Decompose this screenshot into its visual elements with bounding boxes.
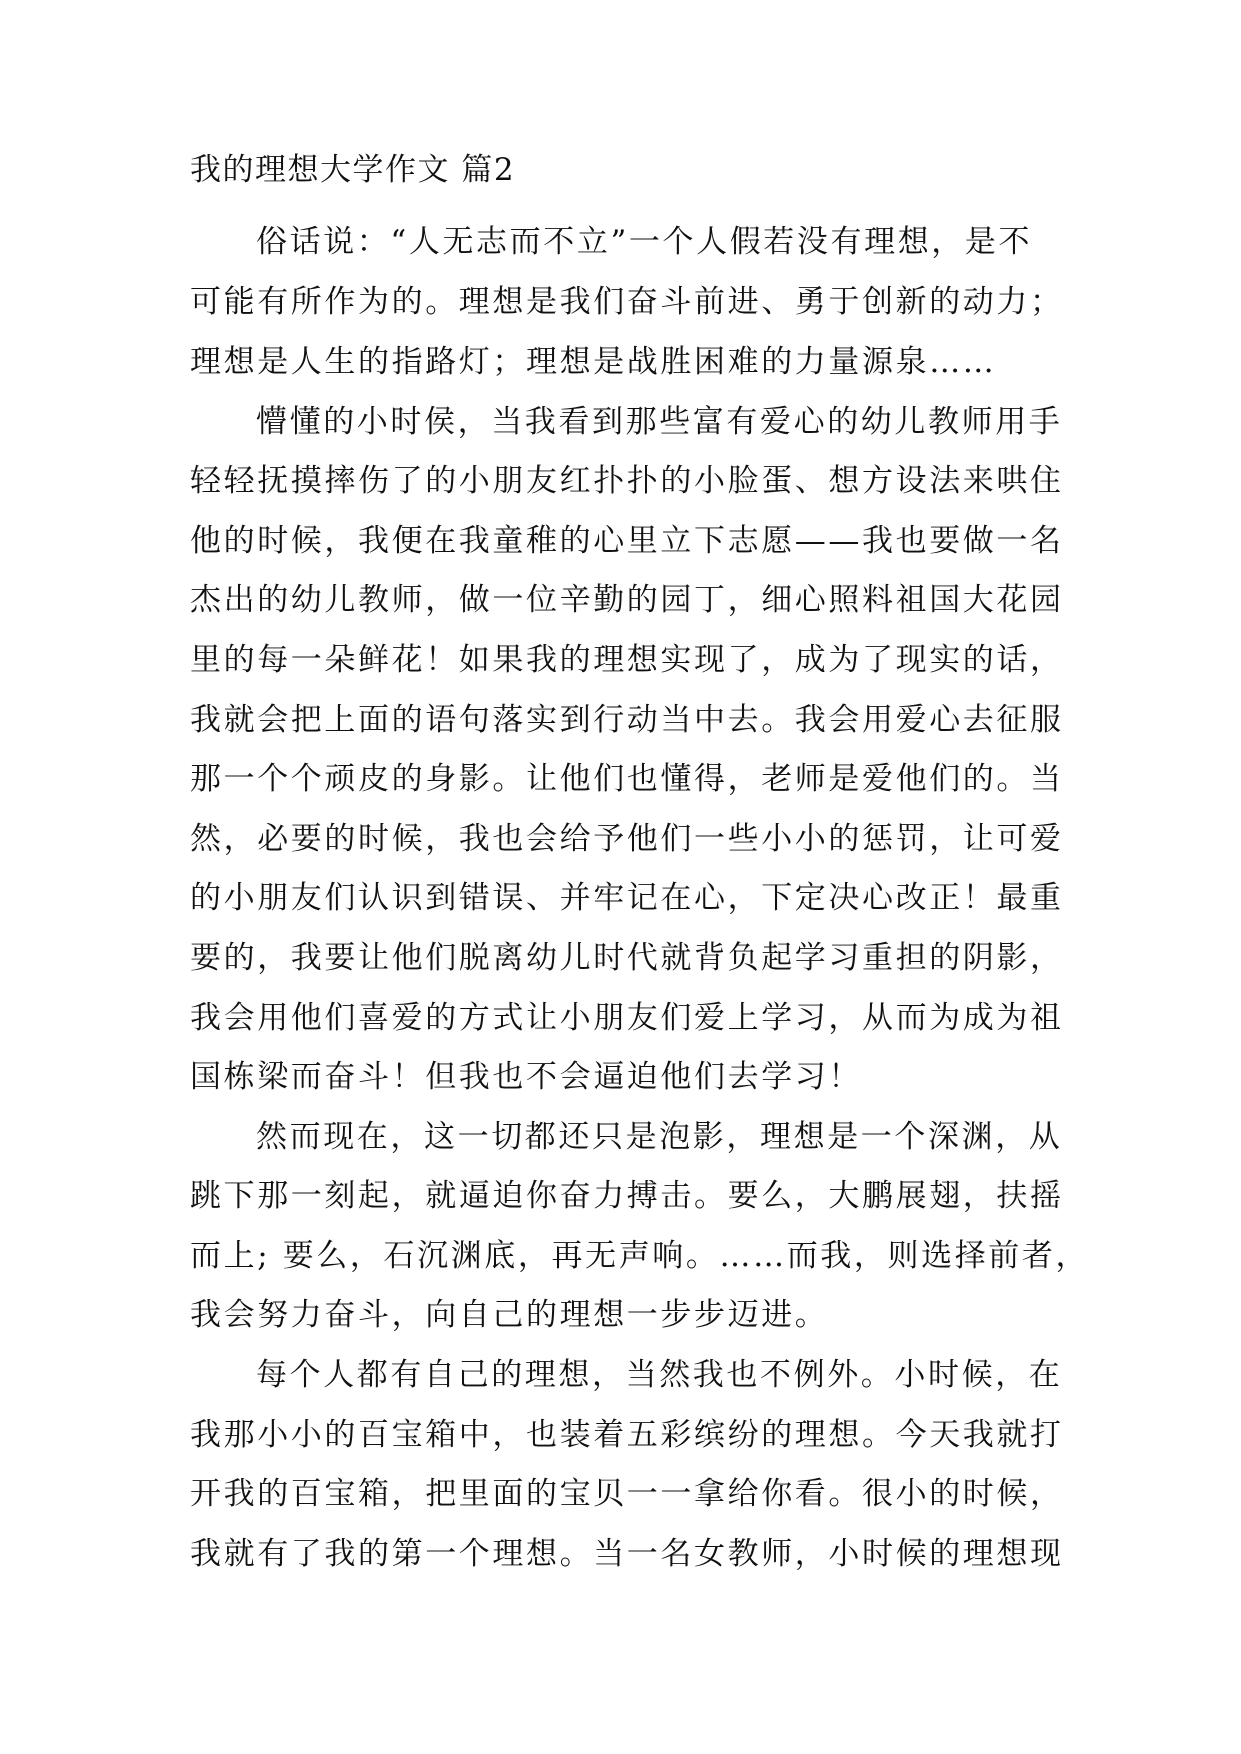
paragraph-line: 那一个个顽皮的身影。让他们也懂得，老师是爱他们的。当 — [190, 761, 1064, 797]
document-title: 我的理想大学作文 篇2 — [190, 152, 516, 188]
paragraph-line: 然而现在，这一切都还只是泡影，理想是一个深渊，从 — [256, 1119, 1063, 1155]
paragraph-line: 我就有了我的第一个理想。当一名女教师，小时候的理想现 — [190, 1536, 1064, 1572]
paragraph-line: 国栋梁而奋斗！但我也不会逼迫他们去学习！ — [190, 1059, 862, 1095]
paragraph-line: 开我的百宝箱，把里面的宝贝一一拿给你看。很小的时候， — [190, 1476, 1064, 1512]
paragraph-line: 我会努力奋斗，向自己的理想一步步迈进。 — [190, 1297, 829, 1333]
paragraph-line: 我会用他们喜爱的方式让小朋友们爱上学习，从而为成为祖 — [190, 1000, 1064, 1036]
paragraph-line: 我就会把上面的语句落实到行动当中去。我会用爱心去征服 — [190, 702, 1064, 738]
paragraph-line: 理想是人生的指路灯；理想是战胜困难的力量源泉…… — [190, 344, 997, 380]
paragraph-line: 要的，我要让他们脱离幼儿时代就背负起学习重担的阴影， — [190, 940, 1064, 976]
paragraph-line: 轻轻抚摸摔伤了的小朋友红扑扑的小脸蛋、想方设法来哄住 — [190, 463, 1064, 499]
paragraph-line: 杰出的幼儿教师，做一位辛勤的园丁，细心照料祖国大花园 — [190, 582, 1064, 618]
paragraph-line: 跳下那一刻起，就逼迫你奋力搏击。要么，大鹏展翅，扶摇 — [190, 1178, 1064, 1214]
paragraph-line: 的小朋友们认识到错误、并牢记在心，下定决心改正！最重 — [190, 880, 1064, 916]
paragraph-line: 可能有所作为的。理想是我们奋斗前进、勇于创新的动力； — [190, 284, 1064, 320]
paragraph-line: 每个人都有自己的理想，当然我也不例外。小时候，在 — [256, 1357, 1063, 1393]
paragraph-line: 我那小小的百宝箱中，也装着五彩缤纷的理想。今天我就打 — [190, 1417, 1064, 1453]
paragraph-line: 懵懂的小时侯，当我看到那些富有爱心的幼儿教师用手 — [256, 404, 1063, 440]
paragraph-line: 俗话说：“人无志而不立”一个人假若没有理想，是不 — [256, 224, 1033, 260]
paragraph-line: 里的每一朵鲜花！如果我的理想实现了，成为了现实的话， — [190, 642, 1064, 678]
paragraph-line: 然，必要的时候，我也会给予他们一些小小的惩罚，让可爱 — [190, 821, 1064, 857]
paragraph-line: 他的时候，我便在我童稚的心里立下志愿——我也要做一名 — [190, 523, 1064, 559]
paragraph-line: 而上; 要么，石沉渊底，再无声响。……而我，则选择前者， — [190, 1238, 1090, 1274]
